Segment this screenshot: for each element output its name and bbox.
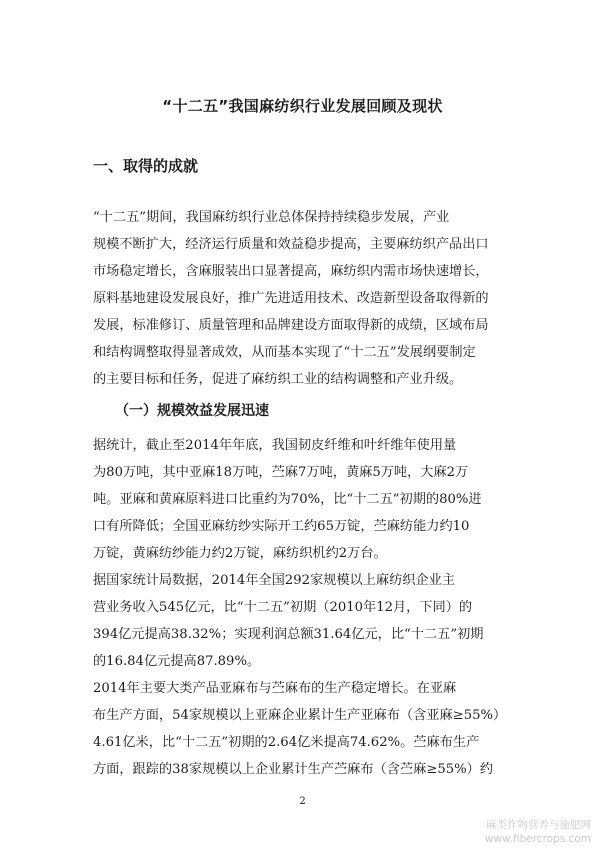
watermark-url: www.fibercrops.com xyxy=(484,833,591,845)
text-line: 布生产方面，54家规模以上亚麻企业累计生产亚麻布（含亚麻≥55%） xyxy=(93,708,507,723)
watermark-site-name: 麻类作物营养与施肥网 xyxy=(486,819,591,831)
text-line: 据国家统计局数据，2014年全国292家规模以上麻纺织企业主 xyxy=(93,573,456,588)
text-line: 的主要目标和任务，促进了麻纺织工业的结构调整和产业升级。 xyxy=(93,372,463,387)
text-line: 吨。亚麻和黄麻原料进口比重约为70%，比“十二五”初期的80%进 xyxy=(93,492,482,507)
section-heading: 一、取得的成就 xyxy=(93,157,199,175)
text-line: 据统计，截止至2014年年底，我国韧皮纤维和叶纤维年使用量 xyxy=(93,438,457,453)
text-line: 4.61亿米，比“十二五”初期的2.64亿米提高74.62%。苎麻布生产 xyxy=(93,735,480,750)
watermark xyxy=(485,818,591,846)
text-line: 营业务收入545亿元，比“十二五”初期（2010年12月，下同）的 xyxy=(93,600,473,615)
text-line: 的16.84亿元提高87.89%。 xyxy=(93,654,261,669)
text-line: 为80万吨，其中亚麻18万吨，苎麻7万吨，黄麻5万吨，大麻2万 xyxy=(93,465,469,480)
text-line: 2014年主要大类产品亚麻布与苎麻布的生产稳定增长。在亚麻 xyxy=(93,681,457,696)
text-line: 发展，标准修订、质量管理和品牌建设方面取得新的成绩，区域布局 xyxy=(93,318,489,333)
text-line: 方面，跟踪的38家规模以上企业累计生产苎麻布（含苎麻≥55%）约 xyxy=(93,762,494,777)
subsection-heading: （一）规模效益发展迅速 xyxy=(115,403,269,419)
text-line: 原料基地建设发展良好，推广先进适用技术、改造新型设备取得新的 xyxy=(93,291,489,306)
page-number: 2 xyxy=(299,796,306,807)
text-line: “十二五”期间，我国麻纺织行业总体保持持续稳步发展，产业 xyxy=(93,210,450,225)
text-line: 口有所降低；全国亚麻纺纱实际开工约65万锭，苎麻纺能力约10 xyxy=(93,519,470,534)
text-line: 394亿元提高38.32%；实现利润总额31.64亿元，比“十二五”初期 xyxy=(93,627,484,642)
text-line: 市场稳定增长，含麻服装出口显著提高，麻纺织内需市场快速增长， xyxy=(93,264,489,279)
text-line: 和结构调整取得显著成效，从而基本实现了“十二五”发展纲要制定 xyxy=(93,345,476,360)
text-line: 规模不断扩大，经济运行质量和效益稳步提高，主要麻纺织产品出口 xyxy=(93,237,489,252)
document-title: “十二五”我国麻纺织行业发展回顾及现状 xyxy=(162,97,443,115)
text-line: 万锭，黄麻纺纱能力约2万锭，麻纺织机约2万台。 xyxy=(93,546,387,561)
